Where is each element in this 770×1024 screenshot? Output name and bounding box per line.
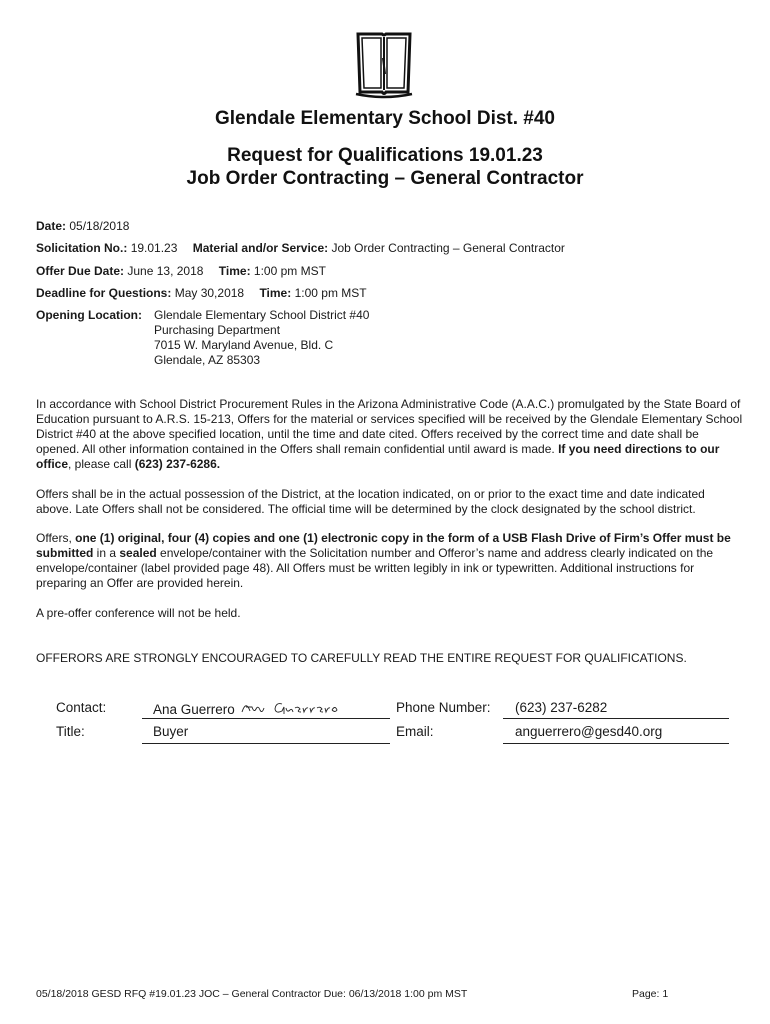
submission-paragraph — [36, 531, 744, 591]
title-underline — [142, 743, 390, 744]
possession-paragraph: Offers shall be in the actual possession of the District, at the location indicated, on or prior to the exact time and date indicated above. Late Offers shall not be considered. The official time will be determined by the clock designated by the school district. — [36, 487, 705, 516]
date-row — [36, 219, 129, 233]
encouragement-notice: OFFERORS ARE STRONGLY ENCOURAGED TO CAREFULLY READ THE ENTIRE REQUEST FOR QUALIFICATIONS. — [36, 651, 687, 665]
questions-value: May 30,2018 — [174, 286, 245, 300]
phone-underline — [503, 718, 729, 719]
rfq-title: Request for Qualifications 19.01.23 — [227, 145, 543, 166]
offer-time-value: 1:00 pm MST — [253, 264, 326, 278]
procurement-paragraph — [36, 397, 744, 472]
questions-row — [36, 286, 367, 300]
solicitation-value: 19.01.23 — [130, 241, 178, 255]
questions-label: Deadline for Questions: — [36, 286, 172, 300]
material-value: Job Order Contracting – General Contractor — [331, 241, 565, 255]
p1-text: In accordance with School District Procurement Rules in the Arizona Administrative Code (A.A.C.) promulgated by the State Board of Education pursuant to A.R.S. 15-213, Offers for the material or services specified will be received by the Glendale Elementary School District #40 at the above specified location, until the time and date cited. Offers received by the correct time and date shall be opened. All other information contained in the Offers shall remain confidential until award is made. — [36, 397, 743, 456]
p3-sealed: sealed — [119, 546, 157, 560]
p3-copies: one (1) original, four (4) copies and one (1) electronic copy in the form of a USB Flash Drive of Firm’s Offer must be submitted — [36, 531, 731, 560]
questions-time-label: Time: — [259, 286, 292, 300]
email-value: anguerrero@gesd40.org — [515, 724, 663, 739]
p1-mid: , please call — [68, 457, 135, 471]
date-value: 05/18/2018 — [69, 219, 130, 233]
material-label: Material and/or Service: — [192, 241, 329, 255]
title-value: Buyer — [153, 724, 189, 739]
page-number: Page: 1 — [632, 988, 669, 1000]
email-underline — [503, 743, 729, 744]
date-label: Date: — [36, 219, 67, 233]
phone-label: Phone Number: — [396, 700, 491, 715]
title-label: Title: — [56, 724, 85, 739]
p1-directions: If you need directions to our office — [36, 442, 720, 471]
location-label: Opening Location: — [36, 308, 142, 322]
contact-value: Ana Guerrero — [153, 702, 235, 717]
contact-underline — [142, 718, 390, 719]
offer-due-row — [36, 264, 326, 278]
email-label: Email: — [396, 724, 434, 739]
location-line: Glendale, AZ 85303 — [154, 353, 261, 367]
offer-due-value: June 13, 2018 — [127, 264, 204, 278]
location-row — [36, 308, 142, 322]
offer-due-label: Offer Due Date: — [36, 264, 125, 278]
solicitation-label: Solicitation No.: — [36, 241, 128, 255]
contact-label: Contact: — [56, 700, 107, 715]
p1-phone: (623) 237-6286. — [134, 457, 221, 471]
signature — [238, 696, 350, 718]
pre-offer-paragraph: A pre-offer conference will not be held. — [36, 606, 241, 620]
book-logo-icon — [352, 28, 416, 100]
location-line: Glendale Elementary School District #40 — [154, 308, 370, 322]
footer-reference: 05/18/2018 GESD RFQ #19.01.23 JOC – General Contractor Due: 06/13/2018 1:00 pm MST — [36, 988, 468, 1000]
solicitation-row — [36, 241, 565, 255]
location-line: Purchasing Department — [154, 323, 281, 337]
p3-c: envelope/container with the Solicitation number and Offeror’s name and address clearly indicated on the envelope/container (label provided page 48). All Offers must be written legibly in ink or typewritten. Additional instructions for preparing an Offer are provided herein. — [36, 546, 714, 590]
location-address — [154, 308, 369, 368]
rfq-subtitle: Job Order Contracting – General Contractor — [186, 168, 584, 189]
district-title: Glendale Elementary School Dist. #40 — [214, 108, 555, 129]
p3-a: Offers, — [36, 531, 76, 545]
phone-value: (623) 237-6282 — [515, 700, 608, 715]
p3-b: in a — [93, 546, 120, 560]
location-line: 7015 W. Maryland Avenue, Bld. C — [154, 338, 334, 352]
offer-time-label: Time: — [218, 264, 251, 278]
questions-time-value: 1:00 pm MST — [294, 286, 367, 300]
